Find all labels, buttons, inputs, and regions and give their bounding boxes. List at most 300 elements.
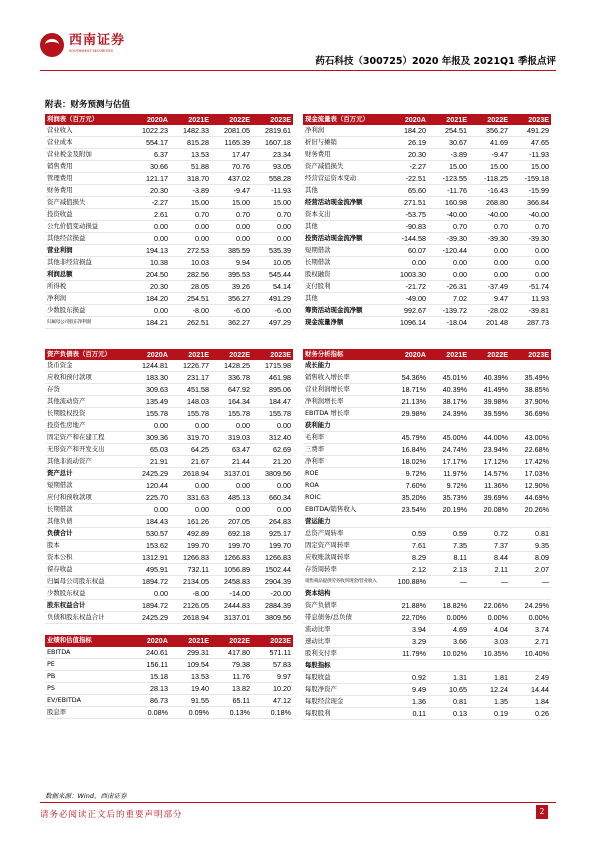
table-header-row bbox=[303, 114, 551, 125]
value-cell: 9.47 bbox=[469, 293, 510, 305]
value-cell: 356.27 bbox=[211, 293, 252, 305]
row-label: ROIC bbox=[303, 492, 387, 504]
value-cell bbox=[387, 660, 428, 672]
value-cell: -120.44 bbox=[428, 245, 469, 257]
income-statement-table bbox=[45, 114, 293, 329]
value-cell: 2425.29 bbox=[129, 612, 170, 624]
value-cell: 21.13% bbox=[387, 396, 428, 408]
value-cell: 47.12 bbox=[252, 694, 293, 706]
value-cell: 0.00% bbox=[469, 612, 510, 624]
year-header-cell: 2021E bbox=[170, 635, 211, 646]
financial-ratios-table bbox=[303, 349, 551, 720]
value-cell: -9.47 bbox=[211, 185, 252, 197]
table-row bbox=[45, 588, 293, 600]
value-cell: 37.90% bbox=[510, 396, 551, 408]
value-cell: 21.88% bbox=[387, 600, 428, 612]
value-cell: 318.70 bbox=[170, 173, 211, 185]
table-row bbox=[303, 125, 551, 137]
value-cell: -6.00 bbox=[211, 305, 252, 317]
value-cell: 15.00 bbox=[428, 161, 469, 173]
value-cell: 495.91 bbox=[129, 564, 170, 576]
value-cell: 24.29% bbox=[510, 600, 551, 612]
value-cell: 10.02% bbox=[428, 648, 469, 660]
value-cell: 1894.72 bbox=[129, 600, 170, 612]
value-cell: 0.00 bbox=[252, 480, 293, 492]
value-cell: 39.26 bbox=[211, 281, 252, 293]
table-row bbox=[45, 185, 293, 197]
value-cell: 0.00 bbox=[129, 305, 170, 317]
value-cell: 395.53 bbox=[211, 269, 252, 281]
row-label: 股东权益合计 bbox=[45, 600, 129, 612]
value-cell: 30.66 bbox=[129, 161, 170, 173]
row-label: EBITDA/销售收入 bbox=[303, 504, 387, 516]
value-cell: 262.51 bbox=[170, 317, 211, 329]
value-cell: 199.70 bbox=[211, 540, 252, 552]
value-cell: 160.98 bbox=[428, 197, 469, 209]
table-row bbox=[45, 408, 293, 420]
value-cell: 0.00 bbox=[129, 588, 170, 600]
table-row bbox=[303, 360, 551, 372]
row-label: ROA bbox=[303, 480, 387, 492]
value-cell: 4.69 bbox=[428, 624, 469, 636]
value-cell: 93.05 bbox=[252, 161, 293, 173]
value-cell: 1165.39 bbox=[211, 137, 252, 149]
value-cell: 0.00 bbox=[170, 420, 211, 432]
value-cell: 23.94% bbox=[469, 444, 510, 456]
table-row bbox=[303, 257, 551, 269]
value-cell: 201.48 bbox=[469, 317, 510, 329]
table-row bbox=[303, 384, 551, 396]
value-cell: -39.30 bbox=[428, 233, 469, 245]
value-cell: -6.00 bbox=[252, 305, 293, 317]
row-label: 股利支付率 bbox=[303, 648, 387, 660]
table-row bbox=[303, 516, 551, 528]
value-cell: 183.30 bbox=[129, 372, 170, 384]
value-cell: 254.51 bbox=[170, 293, 211, 305]
row-label: 短期借款 bbox=[45, 480, 129, 492]
value-cell: -123.55 bbox=[428, 173, 469, 185]
year-header-cell: 2021E bbox=[428, 114, 469, 125]
row-label: 少数股东损益 bbox=[45, 305, 129, 317]
row-label: 股本 bbox=[45, 540, 129, 552]
table-row bbox=[45, 293, 293, 305]
value-cell: 45.00% bbox=[428, 432, 469, 444]
value-cell bbox=[510, 588, 551, 600]
value-cell: 36.69% bbox=[510, 408, 551, 420]
table-row bbox=[45, 233, 293, 245]
value-cell: 282.56 bbox=[170, 269, 211, 281]
table-row bbox=[45, 528, 293, 540]
row-label: 货币资金 bbox=[45, 360, 129, 372]
value-cell: 272.53 bbox=[170, 245, 211, 257]
value-cell: -39.30 bbox=[469, 233, 510, 245]
value-cell: 18.02% bbox=[387, 456, 428, 468]
row-label: 营业税金及附加 bbox=[45, 149, 129, 161]
value-cell: 45.01% bbox=[428, 372, 469, 384]
row-label: 其他流动资产 bbox=[45, 396, 129, 408]
table-row bbox=[45, 670, 293, 682]
value-cell: 20.30 bbox=[129, 281, 170, 293]
value-cell: 43.00% bbox=[510, 432, 551, 444]
value-cell: 39.98% bbox=[469, 396, 510, 408]
table-row bbox=[303, 221, 551, 233]
table-row bbox=[303, 612, 551, 624]
row-label: 负债合计 bbox=[45, 528, 129, 540]
value-cell: 0.00 bbox=[211, 221, 252, 233]
year-header-cell: 2020A bbox=[387, 349, 428, 360]
value-cell: 156.11 bbox=[129, 658, 170, 670]
row-label: 流动比率 bbox=[303, 624, 387, 636]
value-cell: -39.30 bbox=[510, 233, 551, 245]
value-cell: 2.12 bbox=[387, 564, 428, 576]
value-cell: 0.00 bbox=[252, 221, 293, 233]
value-cell: 461.98 bbox=[252, 372, 293, 384]
table-row bbox=[303, 317, 551, 329]
table-row bbox=[303, 293, 551, 305]
table-row bbox=[45, 384, 293, 396]
value-cell: 199.70 bbox=[170, 540, 211, 552]
value-cell: 0.00 bbox=[129, 504, 170, 516]
value-cell: 491.29 bbox=[252, 293, 293, 305]
table-row bbox=[45, 576, 293, 588]
value-cell: 2819.61 bbox=[252, 125, 293, 137]
value-cell: -3.89 bbox=[170, 185, 211, 197]
value-cell: 39.69% bbox=[469, 492, 510, 504]
row-label: 营业利润增长率 bbox=[303, 384, 387, 396]
value-cell: 13.53 bbox=[170, 149, 211, 161]
value-cell: 492.89 bbox=[170, 528, 211, 540]
value-cell: 3137.01 bbox=[211, 612, 252, 624]
table-row bbox=[45, 420, 293, 432]
value-cell bbox=[469, 588, 510, 600]
year-header-cell: 2020A bbox=[129, 635, 170, 646]
row-label: EBITDA 增长率 bbox=[303, 408, 387, 420]
value-cell: 2618.94 bbox=[170, 612, 211, 624]
row-label: 资产减值损失 bbox=[45, 197, 129, 209]
table-row bbox=[303, 173, 551, 185]
row-label: 应付和预收款项 bbox=[45, 492, 129, 504]
value-cell: 17.47 bbox=[211, 149, 252, 161]
value-cell: 8.09 bbox=[510, 552, 551, 564]
table-header-row bbox=[303, 349, 551, 360]
value-cell: -39.81 bbox=[510, 305, 551, 317]
value-cell: 497.29 bbox=[252, 317, 293, 329]
row-label: 财务费用 bbox=[303, 149, 387, 161]
value-cell: -37.49 bbox=[469, 281, 510, 293]
row-label: 每股经营现金 bbox=[303, 696, 387, 708]
section-income-cashflow bbox=[45, 114, 551, 329]
value-cell: 135.49 bbox=[129, 396, 170, 408]
value-cell: 0.00 bbox=[252, 504, 293, 516]
value-cell: 0.00 bbox=[170, 480, 211, 492]
value-cell: 109.54 bbox=[170, 658, 211, 670]
table-row bbox=[303, 372, 551, 384]
table-row bbox=[303, 492, 551, 504]
value-cell: 28.13 bbox=[129, 682, 170, 694]
value-cell: 309.36 bbox=[129, 432, 170, 444]
year-header-cell: 2022E bbox=[469, 114, 510, 125]
value-cell: 20.30 bbox=[387, 149, 428, 161]
table-row bbox=[303, 684, 551, 696]
value-cell: 11.76 bbox=[211, 670, 252, 682]
table-row bbox=[303, 636, 551, 648]
value-cell: 184.47 bbox=[252, 396, 293, 408]
section-balance-ratios bbox=[45, 349, 551, 720]
table-row bbox=[45, 612, 293, 624]
value-cell: 0.26 bbox=[510, 708, 551, 720]
value-cell: 155.78 bbox=[252, 408, 293, 420]
value-cell: 0.70 bbox=[469, 221, 510, 233]
table-row bbox=[303, 185, 551, 197]
row-label: 每股指标 bbox=[303, 660, 387, 672]
value-cell: 70.76 bbox=[211, 161, 252, 173]
value-cell: 35.20% bbox=[387, 492, 428, 504]
table-row bbox=[303, 480, 551, 492]
value-cell: 91.55 bbox=[170, 694, 211, 706]
value-cell: 231.17 bbox=[170, 372, 211, 384]
value-cell: 0.00 bbox=[129, 233, 170, 245]
row-label: 净利率 bbox=[303, 456, 387, 468]
row-label: 营运能力 bbox=[303, 516, 387, 528]
value-cell: 2618.94 bbox=[170, 468, 211, 480]
table-row bbox=[45, 456, 293, 468]
value-cell: 10.65 bbox=[428, 684, 469, 696]
value-cell: 0.00 bbox=[510, 269, 551, 281]
table-row bbox=[303, 149, 551, 161]
value-cell: 29.98% bbox=[387, 408, 428, 420]
row-label: 支付股利 bbox=[303, 281, 387, 293]
table-row bbox=[303, 708, 551, 720]
value-cell: 530.57 bbox=[129, 528, 170, 540]
value-cell: 0.11 bbox=[387, 708, 428, 720]
page-number: 2 bbox=[536, 805, 548, 819]
row-label: PB bbox=[45, 670, 129, 682]
value-cell: 9.97 bbox=[252, 670, 293, 682]
cashflow-statement-table bbox=[303, 114, 551, 329]
row-label: 净利润 bbox=[303, 125, 387, 137]
value-cell: 13.82 bbox=[211, 682, 252, 694]
value-cell: 0.81 bbox=[510, 528, 551, 540]
value-cell: 10.38 bbox=[129, 257, 170, 269]
table-row bbox=[303, 209, 551, 221]
value-cell: 54.36% bbox=[387, 372, 428, 384]
value-cell: 18.71% bbox=[387, 384, 428, 396]
value-cell: 10.35% bbox=[469, 648, 510, 660]
table-row bbox=[45, 492, 293, 504]
value-cell bbox=[387, 516, 428, 528]
valuation-table bbox=[45, 635, 293, 718]
table-row bbox=[45, 125, 293, 137]
value-cell bbox=[387, 420, 428, 432]
value-cell: 0.08% bbox=[129, 706, 170, 718]
value-cell: 0.00 bbox=[129, 221, 170, 233]
year-header-cell: 2021E bbox=[170, 349, 211, 360]
value-cell bbox=[428, 660, 469, 672]
value-cell: 44.00% bbox=[469, 432, 510, 444]
disclaimer-text: 请务必阅读正文后的重要声明部分 bbox=[40, 810, 183, 820]
value-cell: 0.72 bbox=[469, 528, 510, 540]
row-label: 利润总额 bbox=[45, 269, 129, 281]
row-label: EBITDA bbox=[45, 647, 129, 659]
value-cell: 1715.98 bbox=[252, 360, 293, 372]
row-label: 无形资产和开发支出 bbox=[45, 444, 129, 456]
row-label: 销售商品提供劳务收到现金/营业收入 bbox=[303, 576, 387, 588]
value-cell: 39.59% bbox=[469, 408, 510, 420]
year-header-cell: 2023E bbox=[252, 349, 293, 360]
value-cell: 451.58 bbox=[170, 384, 211, 396]
value-cell: -8.00 bbox=[170, 588, 211, 600]
value-cell: 0.00 bbox=[469, 257, 510, 269]
value-cell: 20.19% bbox=[428, 504, 469, 516]
value-cell: 164.34 bbox=[211, 396, 252, 408]
value-cell: 64.25 bbox=[170, 444, 211, 456]
value-cell: 47.65 bbox=[510, 137, 551, 149]
value-cell: 992.67 bbox=[387, 305, 428, 317]
report-title: 药石科技（300725）2020 年报及 2021Q1 季报点评 bbox=[315, 56, 556, 67]
value-cell: 0.70 bbox=[428, 221, 469, 233]
row-label: 短期借款 bbox=[303, 245, 387, 257]
value-cell: 268.80 bbox=[469, 197, 510, 209]
value-cell: 23.34 bbox=[252, 149, 293, 161]
value-cell: 2444.83 bbox=[211, 600, 252, 612]
value-cell: 21.20 bbox=[252, 456, 293, 468]
row-label: 折旧与摊销 bbox=[303, 137, 387, 149]
table-row bbox=[45, 694, 293, 706]
value-cell: 65.11 bbox=[211, 694, 252, 706]
value-cell: 199.70 bbox=[252, 540, 293, 552]
value-cell: 0.00 bbox=[387, 257, 428, 269]
row-label: 毛利率 bbox=[303, 432, 387, 444]
value-cell: 14.44 bbox=[510, 684, 551, 696]
header-divider bbox=[40, 70, 556, 71]
value-cell: 437.02 bbox=[211, 173, 252, 185]
table-row bbox=[303, 281, 551, 293]
value-cell: 0.09% bbox=[170, 706, 211, 718]
table-row bbox=[45, 564, 293, 576]
year-header-cell: 2023E bbox=[510, 114, 551, 125]
value-cell: 184.20 bbox=[387, 125, 428, 137]
row-label: 资产负债率 bbox=[303, 600, 387, 612]
value-cell: 65.03 bbox=[129, 444, 170, 456]
table-row bbox=[303, 161, 551, 173]
value-cell: 65.60 bbox=[387, 185, 428, 197]
table-row bbox=[45, 480, 293, 492]
value-cell bbox=[387, 360, 428, 372]
value-cell: -15.99 bbox=[510, 185, 551, 197]
value-cell: -90.83 bbox=[387, 221, 428, 233]
value-cell bbox=[510, 516, 551, 528]
value-cell: 385.59 bbox=[211, 245, 252, 257]
value-cell: — bbox=[428, 576, 469, 588]
table-row bbox=[303, 576, 551, 588]
row-label: 其他 bbox=[303, 221, 387, 233]
year-header-cell: 2020A bbox=[387, 114, 428, 125]
value-cell: 2.49 bbox=[510, 672, 551, 684]
value-cell: 18.82% bbox=[428, 600, 469, 612]
value-cell: 3137.01 bbox=[211, 468, 252, 480]
row-label: 其他经营损益 bbox=[45, 233, 129, 245]
value-cell: 8.44 bbox=[469, 552, 510, 564]
table-row bbox=[45, 396, 293, 408]
year-header-cell: 2021E bbox=[428, 349, 469, 360]
row-label: 营业利润 bbox=[45, 245, 129, 257]
table-row bbox=[45, 600, 293, 612]
value-cell: 1003.30 bbox=[387, 269, 428, 281]
value-cell: 21.67 bbox=[170, 456, 211, 468]
value-cell: 38.85% bbox=[510, 384, 551, 396]
value-cell: 0.70 bbox=[211, 209, 252, 221]
value-cell: 17.12% bbox=[469, 456, 510, 468]
table-row bbox=[303, 624, 551, 636]
row-label: 少数股东权益 bbox=[45, 588, 129, 600]
value-cell: 3.66 bbox=[428, 636, 469, 648]
table-row bbox=[45, 658, 293, 670]
row-label: 投资活动现金流净额 bbox=[303, 233, 387, 245]
row-label: 应收账款周转率 bbox=[303, 552, 387, 564]
value-cell: 15.00 bbox=[211, 197, 252, 209]
value-cell: -21.72 bbox=[387, 281, 428, 293]
table-row bbox=[45, 221, 293, 233]
row-label: 经营活动现金流净额 bbox=[303, 197, 387, 209]
value-cell: 155.78 bbox=[211, 408, 252, 420]
data-source-note: 数据来源：Wind，西南证券 bbox=[45, 792, 127, 800]
value-cell: 11.36% bbox=[469, 480, 510, 492]
table-row bbox=[45, 360, 293, 372]
row-label: 存货周转率 bbox=[303, 564, 387, 576]
value-cell: 3809.56 bbox=[252, 612, 293, 624]
row-label: 净利润增长率 bbox=[303, 396, 387, 408]
value-cell: 22.06% bbox=[469, 600, 510, 612]
value-cell: 299.31 bbox=[170, 647, 211, 659]
value-cell: 6.37 bbox=[129, 149, 170, 161]
table-row bbox=[45, 432, 293, 444]
value-cell: 1.35 bbox=[469, 696, 510, 708]
table-row bbox=[45, 149, 293, 161]
row-label: ROE bbox=[303, 468, 387, 480]
table-row bbox=[45, 197, 293, 209]
table-row bbox=[303, 137, 551, 149]
table-row bbox=[303, 456, 551, 468]
table-row bbox=[303, 504, 551, 516]
footer-divider bbox=[40, 802, 556, 803]
value-cell: -49.00 bbox=[387, 293, 428, 305]
table-row bbox=[45, 281, 293, 293]
value-cell: 3809.56 bbox=[252, 468, 293, 480]
value-cell: 8.29 bbox=[387, 552, 428, 564]
value-cell: 14.57% bbox=[469, 468, 510, 480]
table-row bbox=[303, 648, 551, 660]
row-label: 所得税 bbox=[45, 281, 129, 293]
row-label: 固定资产和在建工程 bbox=[45, 432, 129, 444]
value-cell: 20.26% bbox=[510, 504, 551, 516]
value-cell: 13.53 bbox=[170, 670, 211, 682]
value-cell: -11.93 bbox=[510, 149, 551, 161]
value-cell: 356.27 bbox=[469, 125, 510, 137]
value-cell: 10.20 bbox=[252, 682, 293, 694]
value-cell: 309.63 bbox=[129, 384, 170, 396]
year-header-cell: 2023E bbox=[510, 349, 551, 360]
value-cell: 60.07 bbox=[387, 245, 428, 257]
table-row bbox=[303, 552, 551, 564]
value-cell: 62.69 bbox=[252, 444, 293, 456]
value-cell: 16.84% bbox=[387, 444, 428, 456]
value-cell bbox=[469, 420, 510, 432]
value-cell: -40.00 bbox=[510, 209, 551, 221]
value-cell: 366.84 bbox=[510, 197, 551, 209]
row-label: 归属母公司股东权益 bbox=[45, 576, 129, 588]
row-label: 留存收益 bbox=[45, 564, 129, 576]
value-cell: -11.93 bbox=[252, 185, 293, 197]
